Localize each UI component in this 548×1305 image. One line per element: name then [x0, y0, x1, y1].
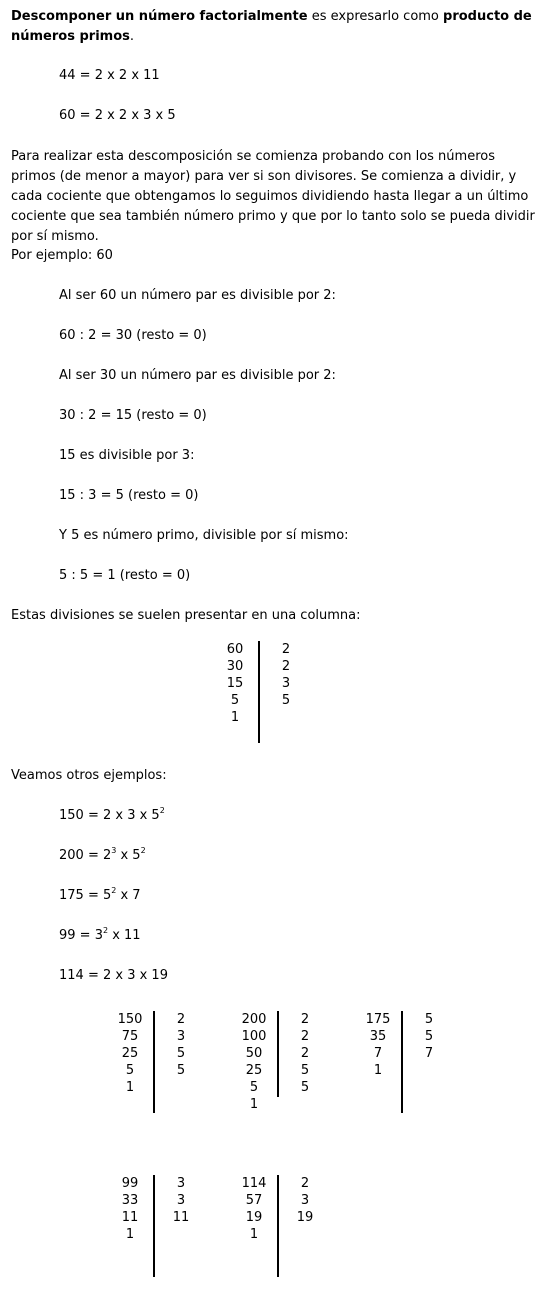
ladder-cell: 30: [226, 659, 244, 674]
ladder-cell: 150: [117, 1012, 143, 1027]
step-6: 15 : 3 = 5 (resto = 0): [59, 488, 199, 503]
exponent: 2: [102, 926, 109, 935]
exponent: 3: [111, 846, 117, 855]
intro-bold-product: producto de números primos: [11, 9, 532, 44]
ladder-cell: 50: [245, 1046, 263, 1061]
example-200: [59, 846, 146, 866]
step-8: 5 : 5 = 1 (resto = 0): [59, 568, 191, 583]
division-ladder-200: [237, 1011, 321, 1113]
ladder-cell: 5: [176, 1046, 186, 1061]
ladder-cell: 5: [176, 1063, 186, 1078]
step-3: Al ser 30 un número par es divisible por 2:: [59, 368, 336, 383]
ladder-cell: 3: [176, 1176, 186, 1191]
ladder-cell: 1: [249, 1227, 259, 1242]
example-175: [59, 886, 141, 906]
ladder-cell: 15: [226, 676, 244, 691]
ladder-cell: 11: [121, 1210, 139, 1225]
ladder-cell: 19: [296, 1210, 314, 1225]
ladder-divisors: [293, 1011, 317, 1096]
ladder-cell: 2: [281, 659, 291, 674]
ladder-divisors: [169, 1175, 193, 1226]
ladder-cell: 3: [281, 676, 291, 691]
column-intro: Estas divisiones se suelen presentar en una columna:: [11, 608, 361, 623]
example-200-mid: x 5: [116, 848, 141, 863]
example-175-base: 175 = 5: [59, 888, 112, 903]
ladder-divider-line: [153, 1011, 155, 1113]
step-2: 60 : 2 = 30 (resto = 0): [59, 328, 207, 343]
example-intro: Por ejemplo: 60: [11, 248, 113, 263]
intro-mid: es expresarlo como: [307, 9, 444, 24]
ladder-divider-line: [153, 1175, 155, 1277]
exponent: 2: [111, 886, 117, 895]
ladder-cell: 60: [226, 642, 244, 657]
ladder-cell: 99: [121, 1176, 139, 1191]
ladder-quotients: [113, 1011, 147, 1096]
division-ladder-99: [113, 1175, 193, 1277]
ladder-divisors: [276, 641, 296, 709]
ladder-cell: 2: [300, 1029, 310, 1044]
ladder-cell: 5: [424, 1012, 434, 1027]
example-114: [59, 966, 168, 986]
intro-end: .: [129, 29, 135, 44]
ladder-cell: 2: [176, 1012, 186, 1027]
ladder-cell: 5: [424, 1029, 434, 1044]
ladder-divider-line: [277, 1011, 279, 1097]
ladder-quotients: [361, 1011, 395, 1079]
ladder-divider-line: [277, 1175, 279, 1277]
ladder-cell: 7: [373, 1046, 383, 1061]
ladder-cell: 2: [300, 1176, 310, 1191]
ladder-divisors: [169, 1011, 193, 1079]
ladder-cell: 75: [121, 1029, 139, 1044]
ladder-cell: 114: [241, 1176, 267, 1191]
ladder-cell: 2: [300, 1012, 310, 1027]
step-7: Y 5 es número primo, divisible por sí mismo:: [59, 528, 349, 543]
example-114-base: 114 = 2 x 3 x 19: [59, 968, 168, 983]
division-ladder-175: [361, 1011, 445, 1113]
ladder-cell: 100: [241, 1029, 267, 1044]
ladder-cell: 200: [241, 1012, 267, 1027]
intro-bold-term: Descomponer un número factorialmente: [11, 9, 308, 24]
example-175-mid: x 7: [116, 888, 141, 903]
exponent: 2: [140, 846, 146, 855]
ladder-cell: 1: [125, 1227, 135, 1242]
ladder-cell: 3: [300, 1193, 310, 1208]
ladder-cell: 25: [121, 1046, 139, 1061]
division-ladder-60: [222, 641, 302, 743]
ladder-cell: 1: [230, 710, 240, 725]
ladder-quotients: [222, 641, 248, 726]
example-99-mid: x 11: [108, 928, 141, 943]
exponent: 2: [159, 806, 165, 815]
ladder-cell: 3: [176, 1193, 186, 1208]
ladder-cell: 5: [300, 1063, 310, 1078]
ladder-divider-line: [258, 641, 260, 743]
division-ladder-150: [113, 1011, 193, 1113]
ladder-cell: 1: [249, 1097, 259, 1112]
ladder-cell: 25: [245, 1063, 263, 1078]
example-44: 44 = 2 x 2 x 11: [59, 68, 160, 83]
ladder-cell: 5: [300, 1080, 310, 1095]
example-60: 60 = 2 x 2 x 3 x 5: [59, 108, 176, 123]
example-99-base: 99 = 3: [59, 928, 103, 943]
ladder-quotients: [113, 1175, 147, 1243]
ladder-quotients: [237, 1011, 271, 1113]
step-1: Al ser 60 un número par es divisible por 2:: [59, 288, 336, 303]
ladder-cell: 5: [230, 693, 240, 708]
ladder-cell: 3: [176, 1029, 186, 1044]
division-ladder-114: [237, 1175, 321, 1277]
ladder-cell: 1: [373, 1063, 383, 1078]
ladder-cell: 5: [249, 1080, 259, 1095]
example-99: [59, 926, 141, 946]
ladder-cell: 2: [281, 642, 291, 657]
explanation-paragraph: Para realizar esta descomposición se comienza probando con los números primos (de menor a mayor) para ver si son divisores. Se comienza a dividir, y cada cociente que obtengamos lo seguimos dividiendo hasta llegar a un último cociente que sea también número primo y que por lo tanto solo se pueda dividir por sí mismo.: [11, 149, 535, 244]
ladder-cell: 1: [125, 1080, 135, 1095]
ladder-divisors: [417, 1011, 441, 1062]
ladder-cell: 2: [300, 1046, 310, 1061]
ladder-cell: 7: [424, 1046, 434, 1061]
ladder-cell: 11: [172, 1210, 190, 1225]
ladder-cell: 33: [121, 1193, 139, 1208]
other-examples-intro: Veamos otros ejemplos:: [11, 768, 167, 783]
ladder-cell: 5: [281, 693, 291, 708]
ladder-cell: 175: [365, 1012, 391, 1027]
ladder-divider-line: [401, 1011, 403, 1113]
ladder-quotients: [237, 1175, 271, 1243]
ladder-cell: 57: [245, 1193, 263, 1208]
example-150-base: 150 = 2 x 3 x 5: [59, 808, 160, 823]
example-200-base: 200 = 2: [59, 848, 112, 863]
step-5: 15 es divisible por 3:: [59, 448, 195, 463]
ladder-divisors: [293, 1175, 317, 1226]
step-4: 30 : 2 = 15 (resto = 0): [59, 408, 207, 423]
ladder-cell: 5: [125, 1063, 135, 1078]
ladder-cell: 35: [369, 1029, 387, 1044]
example-150: [59, 806, 165, 826]
intro-text: [11, 7, 541, 47]
ladder-cell: 19: [245, 1210, 263, 1225]
